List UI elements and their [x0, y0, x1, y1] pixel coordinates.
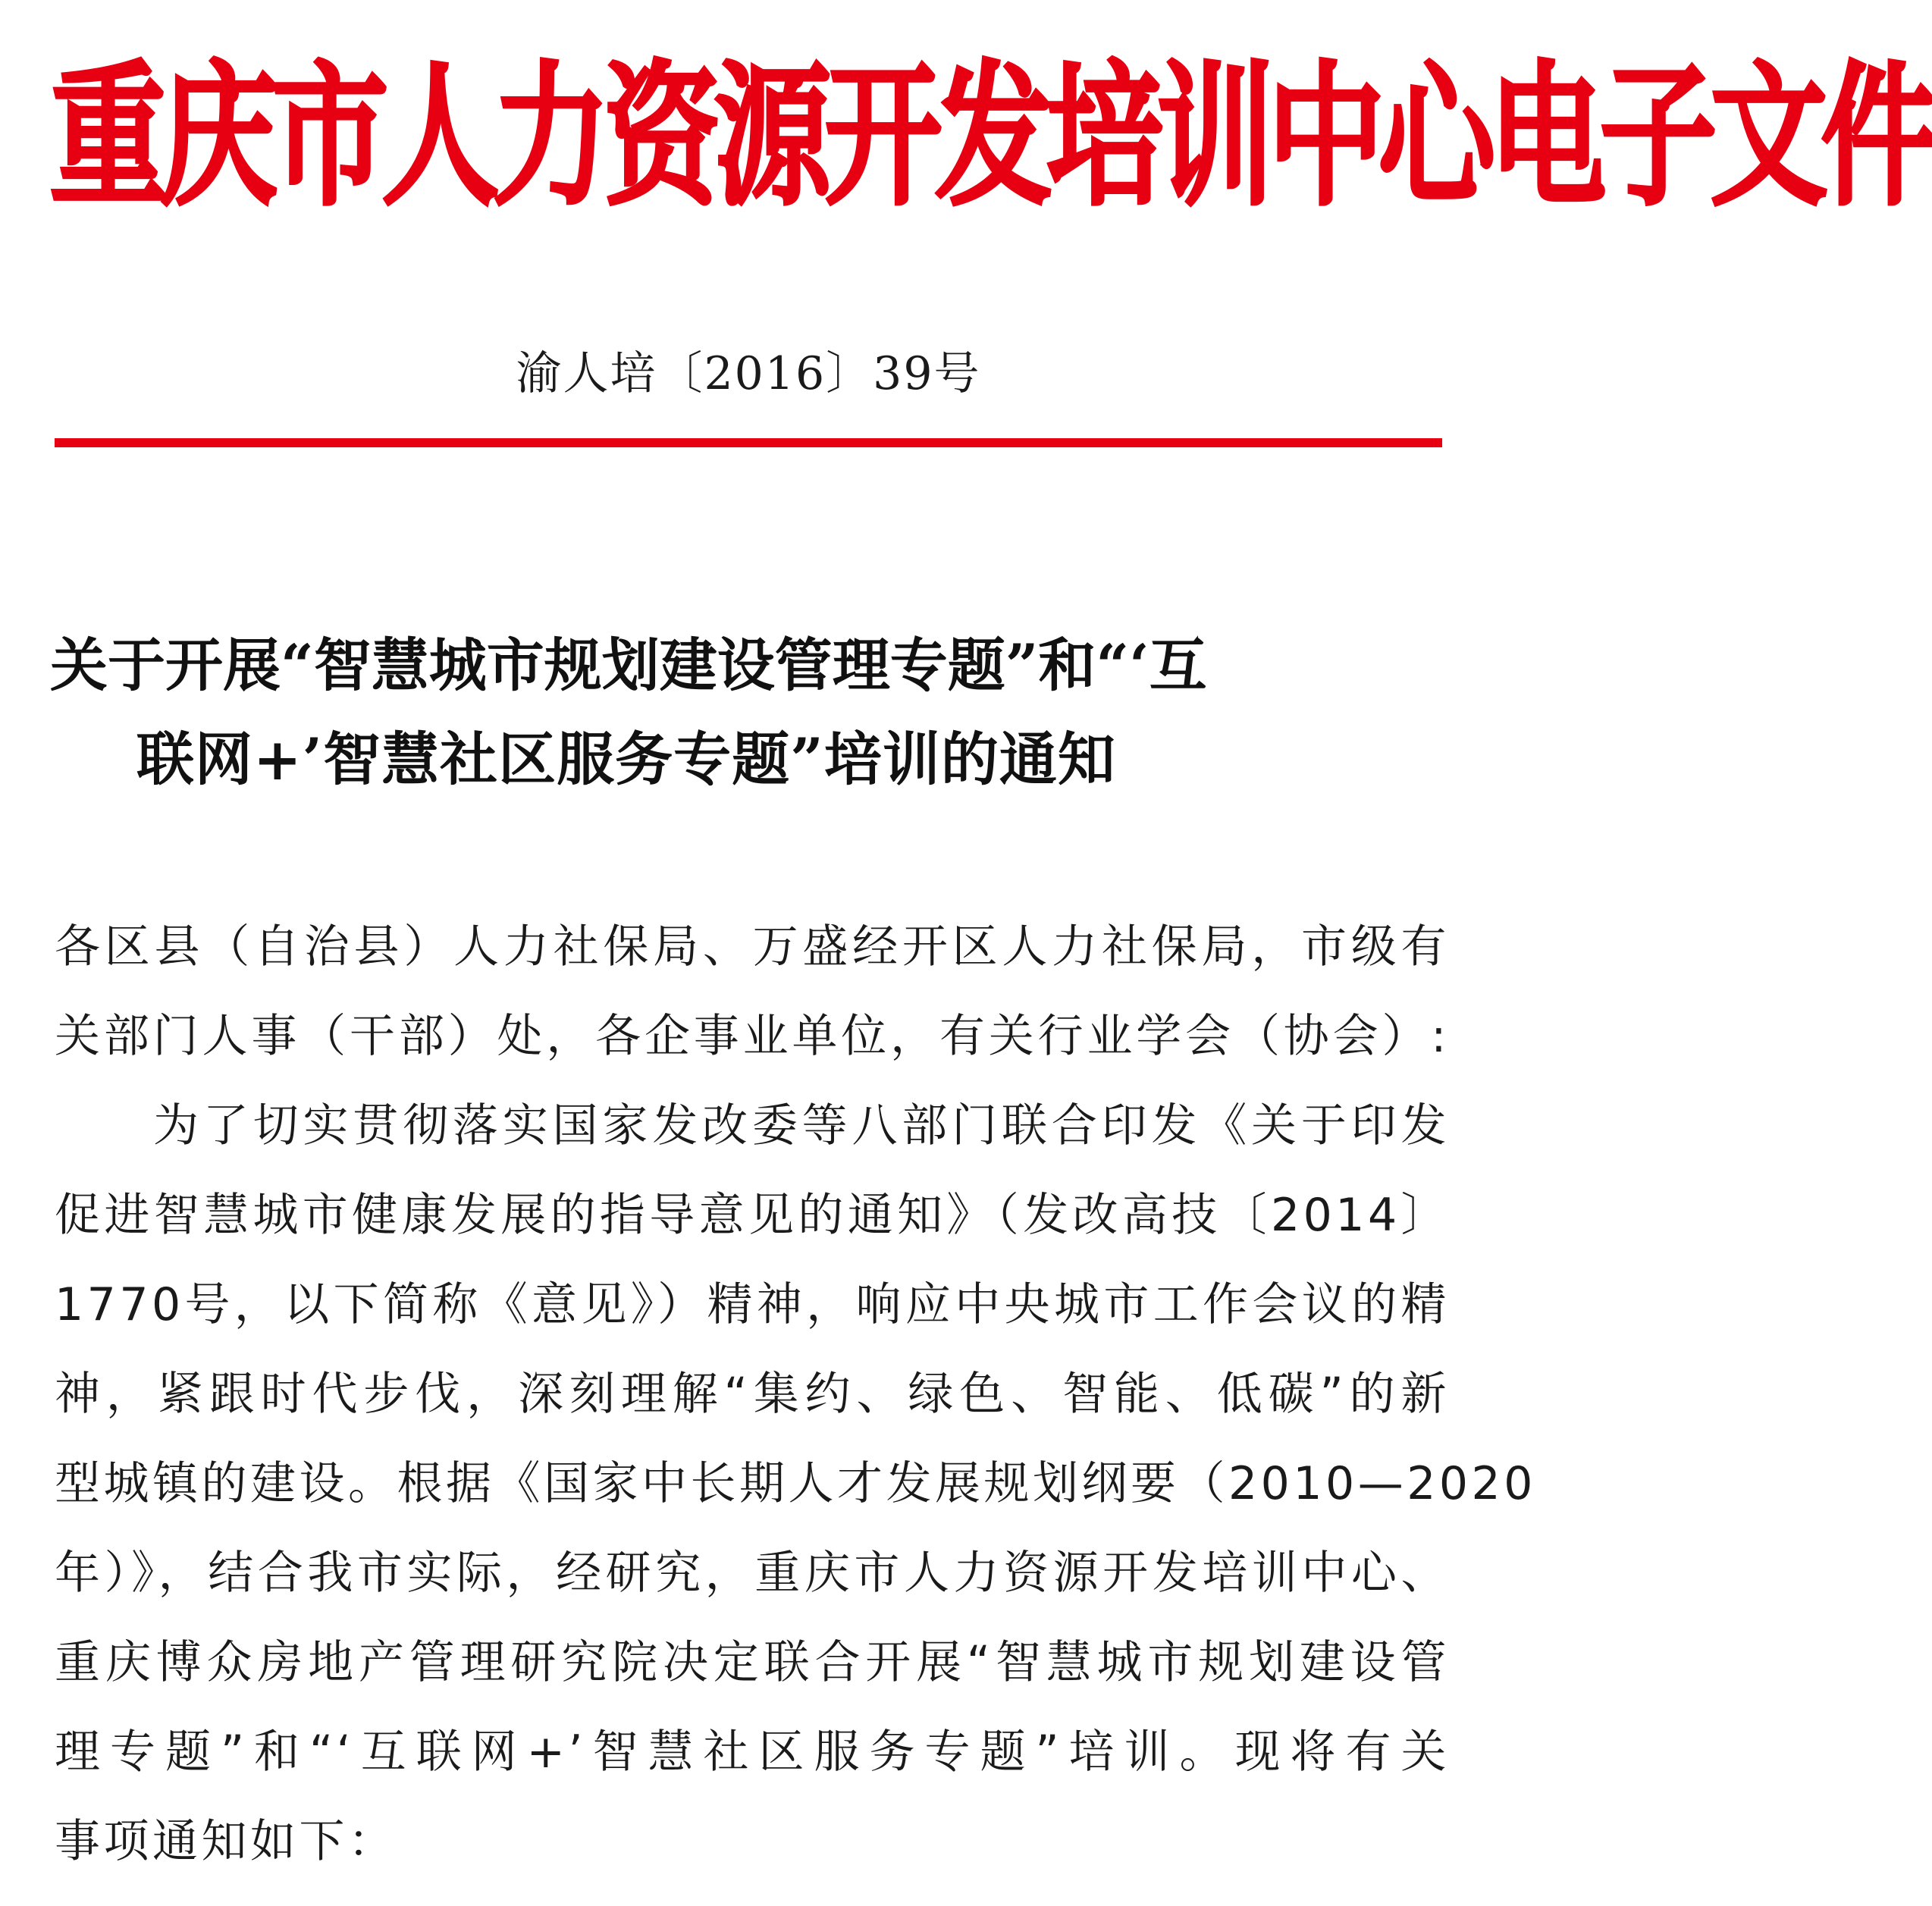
body-line: 各区县（自治县）人力社保局、万盛经开区人力社保局，市级有	[55, 920, 1450, 973]
body-line: 型城镇的建设。根据《国家中长期人才发展规划纲要（2010—2020	[55, 1457, 1536, 1510]
body-line: 年）》，结合我市实际，经研究，重庆市人力资源开发培训中心、	[55, 1547, 1450, 1600]
notice-title	[50, 619, 1447, 807]
masthead-title: 重庆市人力资源开发培训中心电子文件	[50, 48, 1932, 227]
notice-title-line-1: 关于开展“智慧城市规划建设管理专题”和“‘互	[50, 632, 1207, 699]
body-line: 为了切实贯彻落实国家发改委等八部门联合印发《关于印发	[153, 1099, 1450, 1152]
body-line: 神，紧跟时代步伐，深刻理解“集约、绿色、智能、低碳”的新	[55, 1368, 1450, 1421]
body-line: 重庆博众房地产管理研究院决定联合开展“智慧城市规划建设管	[55, 1636, 1450, 1689]
body-line: 促进智慧城市健康发展的指导意见的通知》（发改高技〔2014〕	[55, 1189, 1450, 1242]
body-line: 理专题”和“‘互联网+’智慧社区服务专题”培训。现将有关	[55, 1726, 1450, 1779]
document-number: 渝人培〔2016〕39号	[516, 347, 981, 400]
notice-body	[55, 902, 1536, 1886]
body-line: 关部门人事（干部）处，各企事业单位，有关行业学会（协会）:	[55, 1010, 1450, 1063]
body-line: 1770号，以下简称《意见》）精神，响应中央城市工作会议的精	[55, 1278, 1450, 1331]
red-divider-line	[55, 438, 1442, 447]
notice-title-line-2: 联网+’智慧社区服务专题”培训的通知	[136, 726, 1116, 793]
body-line: 事项通知如下：	[55, 1815, 397, 1868]
